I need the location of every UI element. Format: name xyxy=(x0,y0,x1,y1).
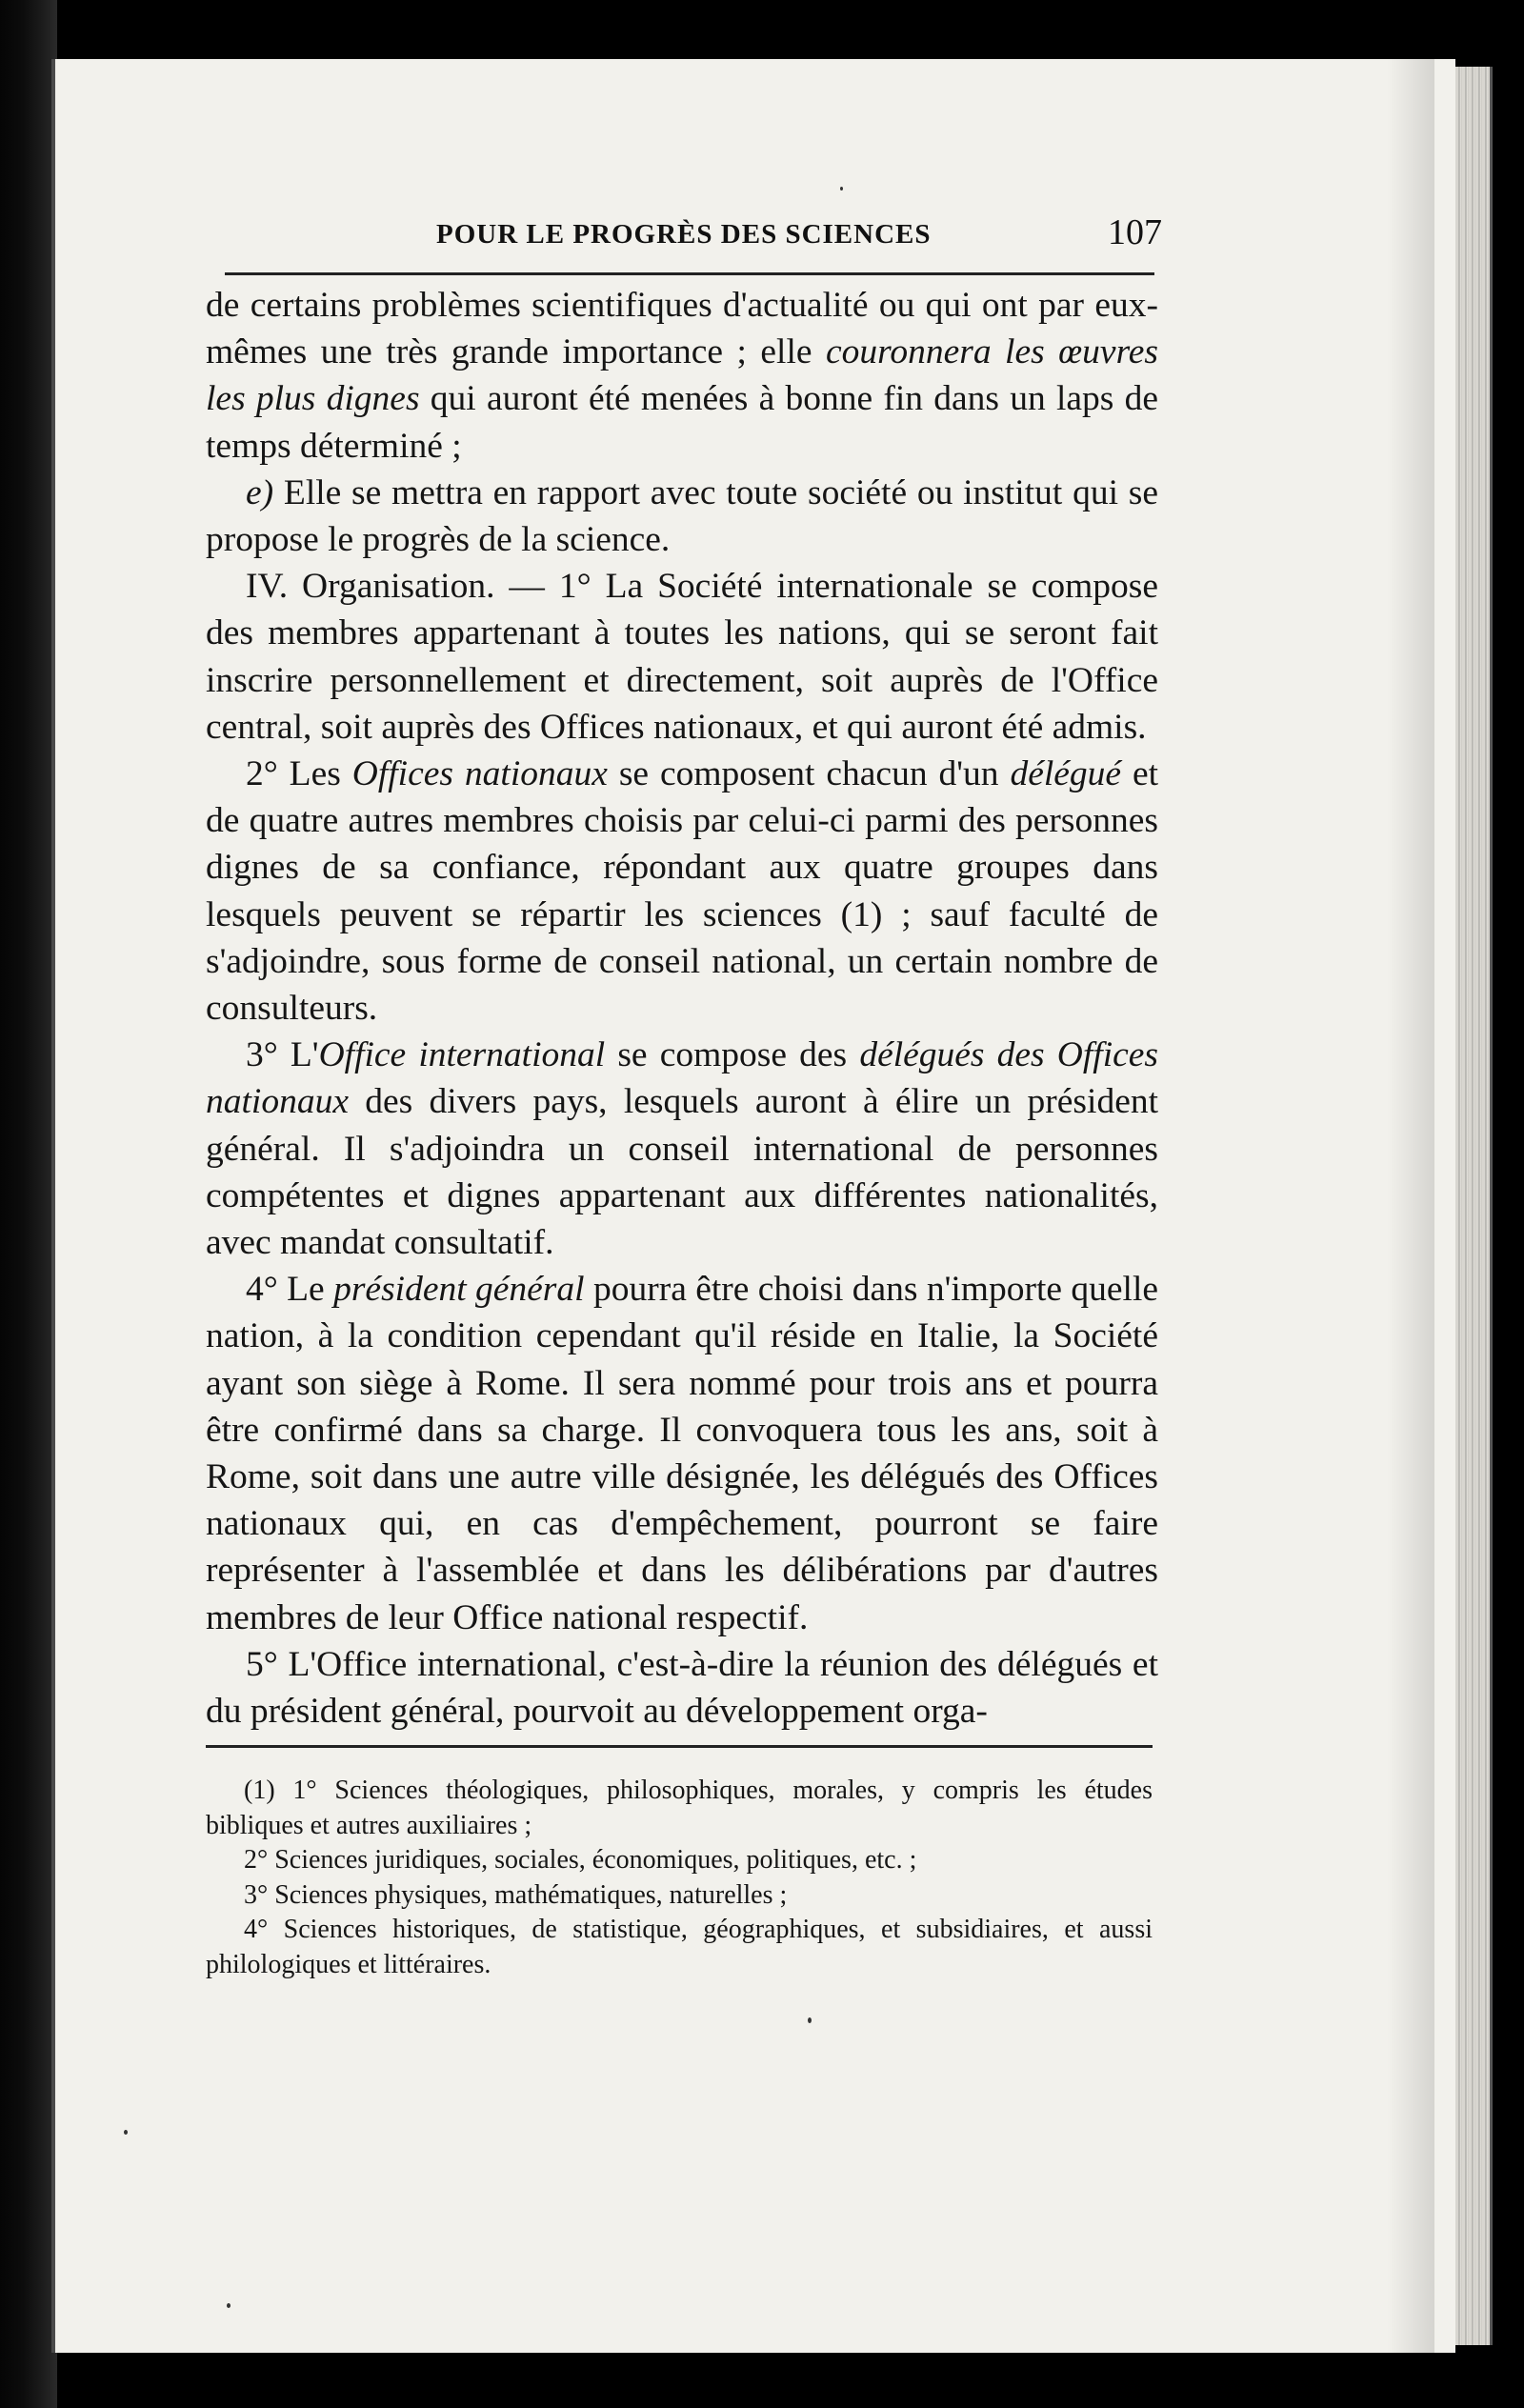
paragraph-4-emphasis-2: délégué xyxy=(1010,754,1122,794)
paragraph-4-start: 2° Les xyxy=(246,754,341,794)
paragraph-3 xyxy=(206,563,1158,751)
paragraph-2 xyxy=(206,470,1158,563)
scan-speck xyxy=(227,2303,231,2308)
paragraph-2-marker: e) xyxy=(246,472,274,512)
paragraph-6-emphasis: président général xyxy=(333,1270,585,1310)
running-title: POUR LE PROGRÈS DES SCIENCES xyxy=(436,219,932,250)
paragraph-5-mid: se compose des xyxy=(617,1035,848,1075)
page-number: 107 xyxy=(1108,212,1162,252)
paragraph-6-end: pourra être choisi dans n'importe quelle nation, à la condition cependant qu'il réside en Italie, la Société ayant son siège à Rome. Il sera nommé pour trois ans et pourra être confirmé dans sa charge. Il convoquera tous les ans, soit à Rome, soit dans une autre ville désignée, les délégués des Offices nationaux qui, en cas d'empêchement, pourront se faire représenter à l'assemblée et dans les délibérations par d'autres membres de leur Office national respectif. xyxy=(206,1270,1159,1637)
paragraph-1-emphasis: couronnera les œuvres les plus dignes xyxy=(206,332,1159,419)
footnotes xyxy=(206,1774,1153,1982)
paragraph-1-text: de certains problèmes scientifiques d'actualité ou qui ont par eux-mêmes une très grande importance ; elle xyxy=(206,286,1158,372)
paragraph-7 xyxy=(206,1641,1158,1735)
footnote-2: 2° Sciences juridiques, sociales, économiques, politiques, etc. ; xyxy=(244,1845,917,1875)
paragraph-5 xyxy=(206,1032,1158,1266)
footnote-4: 4° Sciences historiques, de statistique, géographiques, et subsidiaires, et aussi philologiques et littéraires. xyxy=(206,1915,1153,1979)
scan-speck xyxy=(124,2130,128,2135)
paragraph-6 xyxy=(206,1266,1158,1641)
paragraph-4-emphasis-1: Offices nationaux xyxy=(351,754,608,794)
paragraph-3-text: IV. Organisation. — 1° La Société internationale se compose des membres appartenant à toutes les nations, qui se seront fait inscrire personnellement et directement, soit auprès de l'Office central, soit auprès des Offices nationaux, et qui auront été admis. xyxy=(206,567,1158,747)
paragraph-5-emphasis-2: délégués des Offices nationaux xyxy=(206,1035,1159,1122)
page-gutter-shade xyxy=(1387,59,1434,2353)
paragraph-2-text: Elle se mettra en rapport avec toute société ou institut qui se propose le progrès de la science. xyxy=(206,472,1158,560)
paragraph-1 xyxy=(206,282,1158,470)
scan-speck xyxy=(808,2017,812,2023)
footnote-rule xyxy=(206,1745,1153,1748)
scan-speck xyxy=(840,187,843,191)
running-header xyxy=(225,211,1162,265)
header-rule xyxy=(225,272,1154,275)
paragraph-5-emphasis-1: Office international xyxy=(318,1035,606,1075)
paragraph-4 xyxy=(206,751,1158,1032)
paragraph-5-end: des divers pays, lesquels auront à élire un président général. Il s'adjoindra un conseil international de personnes compétentes et dignes appartenant aux différentes nationalités, avec mandat consultatif. xyxy=(206,1082,1159,1263)
scan-left-margin xyxy=(0,0,57,2408)
paragraph-4-mid: se composent chacun d'un xyxy=(618,754,999,794)
footnote-1: (1) 1° Sciences théologiques, philosophiques, morales, y compris les études bibliques et autres auxiliaires ; xyxy=(206,1776,1153,1840)
footnote-3: 3° Sciences physiques, mathématiques, naturelles ; xyxy=(244,1879,788,1910)
paragraph-5-start: 3° L' xyxy=(246,1035,319,1075)
paragraph-7-text: 5° L'Office international, c'est-à-dire la réunion des délégués et du président général, pourvoit au développement orga- xyxy=(206,1644,1158,1732)
paragraph-1-end: qui auront été menées à bonne fin dans un laps de temps déterminé ; xyxy=(206,379,1159,466)
paragraph-4-end: et de quatre autres membres choisis par celui-ci parmi des personnes dignes de sa confiance, répondant aux quatre groupes dans lesquels peuvent se répartir les sciences (1) ; sauf faculté de s'adjoindre, sous forme de conseil national, un certain nombre de consulteurs. xyxy=(206,754,1159,1029)
paragraph-6-start: 4° Le xyxy=(246,1270,325,1310)
body-text xyxy=(206,282,1158,1735)
